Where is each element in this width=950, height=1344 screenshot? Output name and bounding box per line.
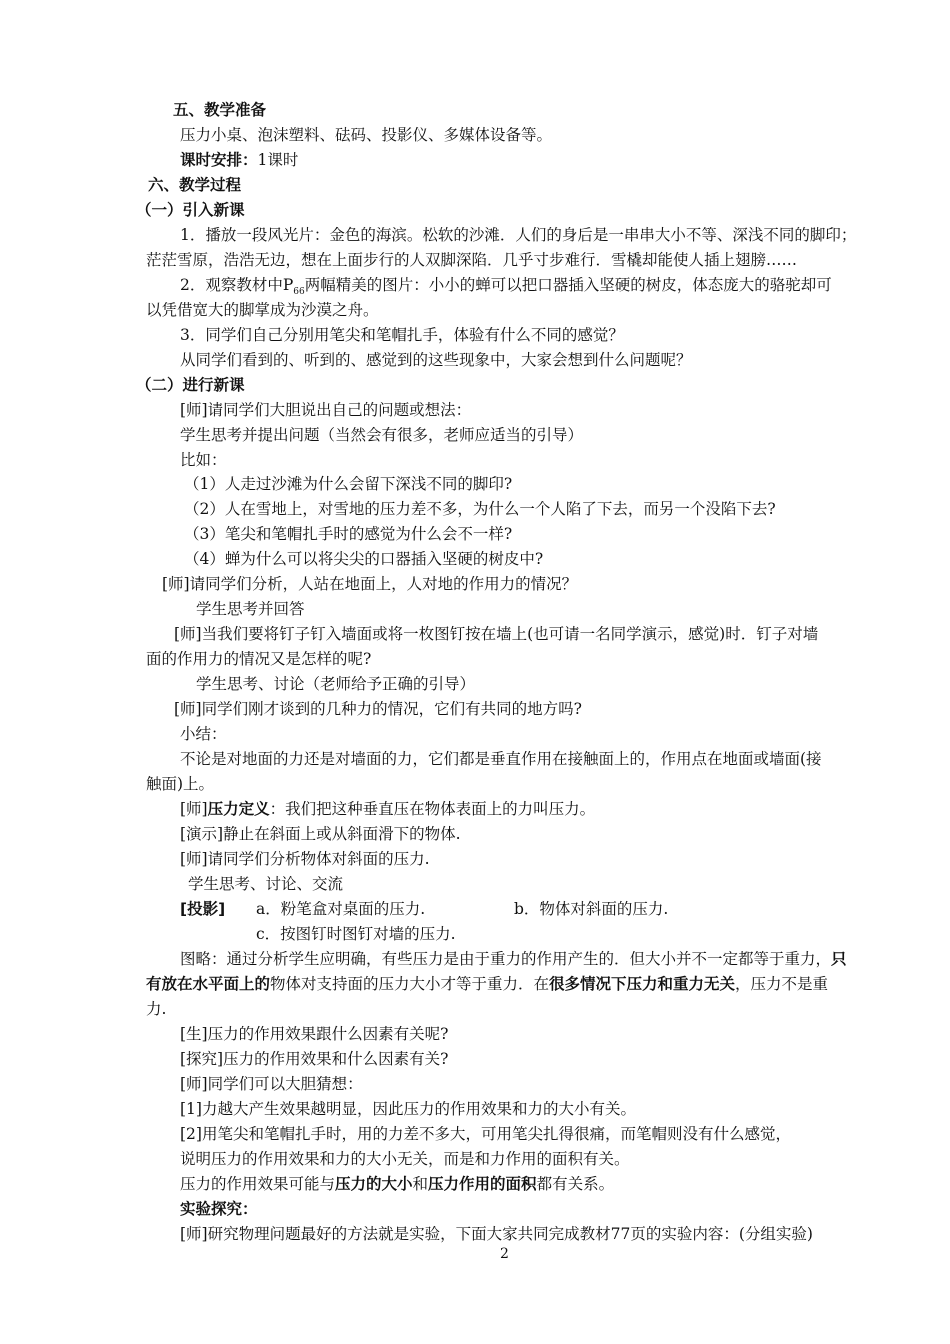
fig-note-bold-1: 只 (831, 950, 847, 968)
teacher-line-4: [师]同学们刚才谈到的几种力的情况，它们有共同的地方吗? (174, 700, 582, 718)
section-6-heading: 六、教学过程 (148, 176, 242, 194)
p2-subscript: 66 (293, 287, 305, 298)
hypothesis-2-cont: 说明压力的作用效果和力的大小无关，而是和力作用的面积有关。 (180, 1150, 630, 1168)
student-line-1: 学生思考并提出问题（当然会有很多，老师应适当的引导） (180, 426, 584, 444)
question-2: （2）人在雪地上，对雪地的压力差不多，为什么一个人陷了下去，而另一个没陷下去? (184, 500, 776, 518)
student-discussion: 学生思考、讨论（老师给予正确的引导） (196, 675, 476, 693)
question-4: （4）蝉为什么可以将尖尖的口器插入坚硬的树皮中? (184, 550, 544, 568)
projection-a: a．粉笔盒对桌面的压力. (256, 900, 426, 918)
figure-note-line-3: 力. (146, 1000, 167, 1018)
fig-note-bold-2: 有放在水平面上的 (146, 975, 271, 993)
summary-label: 小结： (180, 725, 227, 743)
def-term: 压力定义 (207, 800, 270, 818)
projection-c: c．按图钉时图钉对墙的压力. (256, 925, 456, 943)
effect-summary (180, 1172, 614, 1196)
teacher-line-7: [师]研究物理问题最好的方法就是实验，下面大家共同完成教材77页的实验内容：(分组实验) (180, 1225, 813, 1243)
figure-note-line-1 (180, 947, 847, 971)
teacher-line-3-a: [师]当我们要将钉子钉入墙面或将一枚图钉按在墙上(也可请一名同学演示，感觉)时．钉子对墙 (174, 625, 819, 643)
fig-note-text-3: ，压力不是重 (735, 975, 829, 993)
p2-text-a: 2．观察教材中P (180, 276, 294, 294)
inquiry-line: [探究]压力的作用效果和什么因素有关? (180, 1050, 449, 1068)
p2-text-b: 两幅精美的图片：小小的蝉可以把口器插入坚硬的树皮，体态庞大的骆驼却可 (304, 276, 832, 294)
def-text: ：我们把这种垂直压在物体表面上的力叫压力。 (269, 800, 596, 818)
part-2-heading: （二）进行新课 (136, 376, 245, 394)
teacher-line-1: [师]请同学们大胆说出自己的问题或想法： (180, 401, 472, 419)
hypothesis-1: [1]力越大产生效果越明显，因此压力的作用效果和力的大小有关。 (180, 1100, 636, 1118)
fig-note-text-2: 物体对支持面的压力大小才等于重力．在 (270, 975, 550, 993)
paragraph-2-line-2: 以凭借宽大的脚掌成为沙漠之舟。 (146, 301, 379, 319)
projection-b: b．物体对斜面的压力. (514, 900, 669, 918)
fig-note-bold-3: 很多情况下压力和重力无关 (549, 975, 736, 993)
paragraph-4: 从同学们看到的、听到的、感觉到的这些现象中，大家会想到什么问题呢？ (180, 351, 692, 369)
page-number: 2 (500, 1246, 509, 1262)
question-1: （1）人走过沙滩为什么会留下深浅不同的脚印? (184, 475, 513, 493)
teacher-line-2: [师]请同学们分析，人站在地面上，人对地的作用力的情况？ (162, 575, 578, 593)
teacher-line-5: [师]请同学们分析物体对斜面的压力. (180, 850, 430, 868)
hypothesis-2: [2]用笔尖和笔帽扎手时，用的力差不多大，可用笔尖扎得很痛，而笔帽则没有什么感觉， (180, 1125, 791, 1143)
def-prefix: [师] (180, 800, 208, 818)
teacher-line-6: [师]同学们可以大胆猜想： (180, 1075, 363, 1093)
student-question: [生]压力的作用效果跟什么因素有关呢? (180, 1025, 449, 1043)
schedule-value: 1课时 (257, 151, 299, 169)
schedule-label: 课时安排： (180, 151, 258, 169)
summary-line-1: 不论是对地面的力还是对墙面的力，它们都是垂直作用在接触面上的，作用点在地面或墙面(接 (180, 750, 822, 768)
effect-bold-2: 压力作用的面积 (428, 1175, 537, 1193)
fig-note-text: 图略：通过分析学生应明确，有些压力是由于重力的作用产生的．但大小并不一定都等于重力， (180, 950, 832, 968)
effect-text-c: 都有关系。 (536, 1175, 615, 1193)
paragraph-1-line-1: 1．播放一段风光片：金色的海滨。松软的沙滩．人们的身后是一串串大小不等、深浅不同的脚印； (180, 226, 857, 244)
question-3: （3）笔尖和笔帽扎手时的感觉为什么会不一样? (184, 525, 513, 543)
effect-bold-1: 压力的大小 (335, 1175, 413, 1193)
paragraph-1-line-2: 茫茫雪原，浩浩无边，想在上面步行的人双脚深陷．几乎寸步难行．雪橇却能使人插上翅膀…… (146, 251, 798, 269)
schedule-line (180, 148, 298, 172)
example-label: 比如： (180, 451, 227, 469)
effect-text-a: 压力的作用效果可能与 (180, 1175, 336, 1193)
student-answer: 学生思考并回答 (196, 600, 305, 618)
projection-label: [投影] (180, 900, 226, 918)
part-1-heading: （一）引入新课 (136, 201, 245, 219)
experiment-heading: 实验探究： (180, 1200, 258, 1218)
materials-text: 压力小桌、泡沫塑料、砝码、投影仪、多媒体设备等。 (180, 126, 553, 144)
summary-line-2: 触面)上。 (146, 775, 215, 793)
teacher-line-3-b: 面的作用力的情况又是怎样的呢? (146, 650, 372, 668)
effect-text-b: 和 (412, 1175, 429, 1193)
paragraph-3: 3．同学们自己分别用笔尖和笔帽扎手，体验有什么不同的感觉？ (180, 326, 624, 344)
demo-line: [演示]静止在斜面上或从斜面滑下的物体. (180, 825, 461, 843)
section-5-heading: 五、教学准备 (173, 101, 267, 119)
pressure-definition (180, 797, 595, 821)
student-line-2: 学生思考、讨论、交流 (188, 875, 344, 893)
figure-note-line-2 (146, 972, 828, 996)
